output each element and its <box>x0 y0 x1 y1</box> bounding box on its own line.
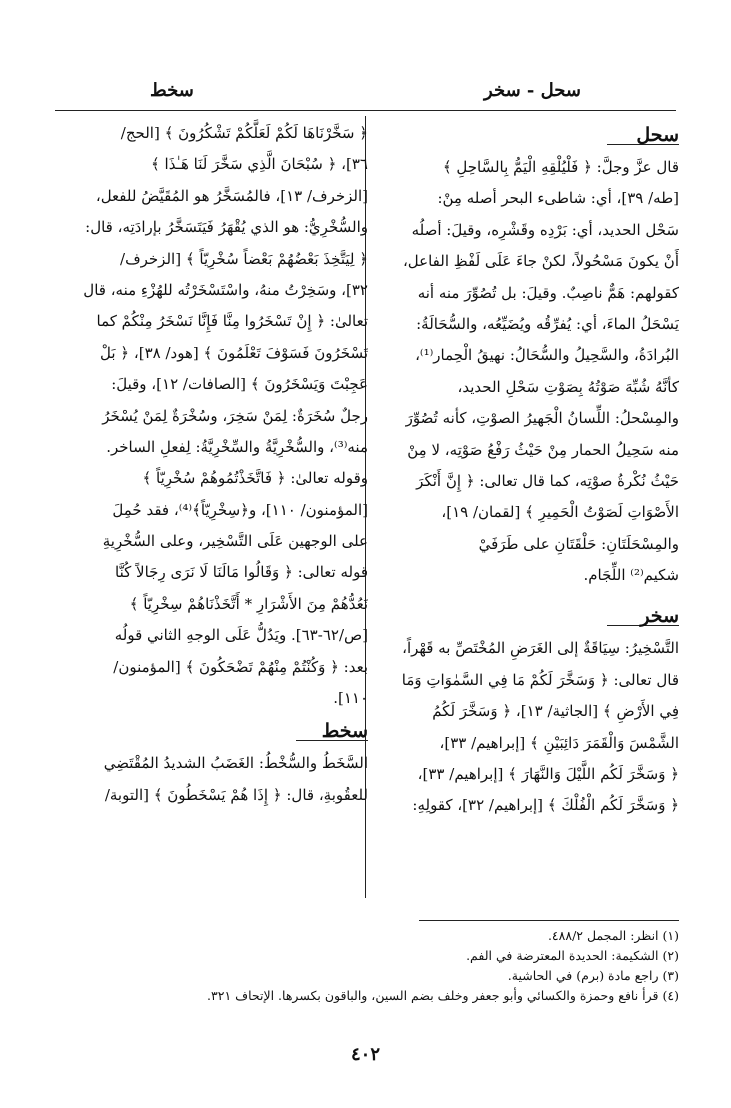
text-line: منه سَحِيلُ الحمار مِنْ حَيْثُ رَفْعُ صَوْتِه، لا مِنْ <box>407 440 679 459</box>
text-line: سَحْل الحديد، أي: بَرْدِه وقَشْرِه، وقيلَ: أصلُه <box>411 220 679 239</box>
page-number: ٤٠٢ <box>350 1044 380 1065</box>
text-line: الأَصْوَاتِ لَصَوْتُ الْحَمِيرِ ﴾ [لقمان/ ١٩]، <box>441 503 679 522</box>
entry-body-sakhar <box>363 633 679 821</box>
text-line: منه⁽³⁾، والسُّخْرِيَّةُ والسِّخْرِيَّةُ: لِفعلِ الساخر. <box>106 437 368 456</box>
footnote-4: (٤) قرأ نافع وحمزة والكسائي وأبو جعفر وخلف بضم السين، والباقون بكسرها. الإتحاف ٣٢١. <box>207 988 679 1003</box>
header-rule <box>55 110 676 111</box>
entry-body-sahl <box>363 152 679 591</box>
text-line: الشَّمْسَ وَالْقَمَرَ دَائِبَيْنِ ﴾ [إبراهيم/ ٣٣]، <box>439 733 679 752</box>
text-line: تَسْخَرُونَ فَسَوْفَ تَعْلَمُونَ ﴾ [هود/ ٣٨]، ﴿ بَلْ <box>100 343 368 362</box>
footnote-2: (٢) الشكيمة: الحديدة المعترضة في الفم. <box>466 948 679 963</box>
text-line: والمِسْحلُ: اللِّسانُ الْجَهيرُ الصوْتِ، كأنه تُصُوِّرَ <box>405 409 679 428</box>
text-line: التَّسْخِيرُ: سِيَاقَةٌ إلى الغَرَضِ المُخْتَصِّ به قَهْراً، <box>402 639 679 658</box>
footnote-1: (١) انظر: المجمل ٤٨٨/٢. <box>547 928 679 943</box>
entry-title-sahl: سحل <box>363 118 679 152</box>
entry-body-sakhar-continued <box>52 118 368 714</box>
text-line: يَسْحَلُ الماءَ، أي: يُفرِّقُه ويُضَيِّعُه، والسُّحَالَةُ: <box>416 314 679 333</box>
text-line: وقوله تعالىٰ: ﴿ فَاتَّخَذْتُمُوهُمْ سُخْرِيّاً ﴾ <box>142 469 368 488</box>
entry-body-sakhat <box>52 748 368 811</box>
text-line: [ص/٦٢-٦٣]. ويَدُلُّ عَلَى الوجهِ الثاني قولُه <box>114 626 368 645</box>
left-column <box>52 118 368 811</box>
footnotes <box>49 926 679 1006</box>
text-line: السَّخَطُ والسُّخْطُ: الغَضَبُ الشديدُ المُقْتَضِي <box>103 754 368 773</box>
text-line: على الوجهين عَلَى التَّسْخِير، وعلى السُّخْرِيةِ <box>102 532 368 551</box>
entry-title-sakhar: سخر <box>363 599 679 633</box>
text-line: والسُّخْرِيُّ: هو الذي يُقْهَرُ فَيَتَسَخَّرُ بإرادَتِه، قال: <box>85 218 368 237</box>
text-line: بعد: ﴿ وَكُنْتُمْ مِنْهُمْ تَضْحَكُونَ ﴾ [المؤمنون/ <box>113 657 368 676</box>
text-line: رجلٌ سُخَرَةٌ: لِمَنْ سَخِرَ، وسُخْرَةٌ لِمَنْ يُسْخَرُ <box>102 406 368 425</box>
text-line: والمِسْحَلَتَانِ: حَلْقَتَانِ على طَرَفَيْ <box>478 534 679 553</box>
right-column <box>363 118 679 822</box>
text-line: ﴿ وَسَخَّرَ لَكُم اللَّيْلَ وَالنَّهَارَ ﴾ [إبراهيم/ ٣٣]، <box>417 765 679 784</box>
text-line: للعقُوبةِ، قال: ﴿ إِذَا هُمْ يَسْخَطُونَ ﴾ [التوبة/ <box>104 785 368 804</box>
text-line: قال عزَّ وجلَّ: ﴿ فَلْيُلْقِهِ الْيَمُّ بِالسَّاحِلِ ﴾ <box>442 158 679 176</box>
text-line: [الزخرف/ ١٣]، فالمُسَخَّرُ هو المُقَيَّضُ للفعل، <box>95 186 368 205</box>
text-line: عَجِبْتَ وَيَسْخَرُونَ ﴾ [الصافات/ ١٢]، وقيلَ: <box>111 375 368 394</box>
text-line: ﴿ لِيَتَّخِذَ بَعْضُهُمْ بَعْضاً سُخْرِيّاً ﴾ [الزخرف/ <box>120 249 368 268</box>
text-line: أَنْ يكونَ مَسْحُولاً، لكنْ جاءَ عَلَى لَفْظِ الفاعل، <box>402 252 679 271</box>
text-line: البُرادَةُ، والسَّحِيلُ والسُّحَالُ: نهيقُ الْحِمار⁽¹⁾، <box>415 346 679 365</box>
text-line: قال تعالى: ﴿ وَسَخَّرَ لَكُمْ مَا فِي السَّمٰوَاتِ وَمَا <box>401 670 679 689</box>
running-header-left: سخط <box>150 80 194 101</box>
text-line: شكيم⁽²⁾ اللِّجَام. <box>583 566 679 585</box>
text-line: حَيْثُ نُكْرةُ صوْتِه، كما قال تعالى: ﴿ إِنَّ أَنْكَرَ <box>416 471 679 490</box>
text-line: ﴿ سَخَّرْنَاهَا لَكُمْ لَعَلَّكُمْ تَشْكُرُونَ ﴾ [الحج/ <box>120 124 368 142</box>
text-line: [المؤمنون/ ١١٠]، و﴿سِخْرِيّاً﴾⁽⁴⁾، فقد حُمِلَ <box>112 500 368 519</box>
text-line: كقولهم: هَمٌّ ناصِبٌ. وقيلَ: بل تُصُوِّرَ منه أنه <box>417 283 679 302</box>
text-line: ٣٦]، ﴿ سُبْحَانَ الَّذِي سَخَّرَ لَنَا هَـٰذَا ﴾ <box>150 155 368 174</box>
text-line: فِي الأَرْضِ ﴾ [الجاثية/ ١٣]، ﴿ وَسَخَّرَ لَكُمُ <box>432 702 679 721</box>
text-line: ٣٢]، وسَخِرْتُ منهُ، واسْتَسْخَرْتُه للهُزْءِ منه، قال <box>83 280 368 299</box>
text-line: قوله تعالى: ﴿ وَقَالُوا مَالَنَا لَا نَرَى رِجَالاً كُنَّا <box>115 563 368 582</box>
text-line: [طه/ ٣٩]، أي: شاطىء البحر أصله مِنْ: <box>437 189 679 208</box>
footnote-3: (٣) راجع مادة (برم) في الحاشية. <box>507 968 679 983</box>
text-line: ﴿ وَسَخَّرَ لَكُم الْفُلْكَ ﴾ [إبراهيم/ ٣٢]، كقولِهِ: <box>412 796 679 815</box>
text-line: تعالىٰ: ﴿ إِنْ تَسْخَرُوا مِنَّا فَإِنَّا نَسْخَرُ مِنْكُمْ كما <box>96 312 368 331</box>
entry-title-sakhat: سخط <box>52 714 368 748</box>
text-line: نَعُدُّهُمْ مِنَ الأَشْرَارِ * أَتَّخَذْنَاهُمْ سِخْرِيّاً ﴾ <box>129 594 368 613</box>
footnote-rule <box>419 920 679 921</box>
text-line: كأنَّهُ شُبِّهَ صَوْتُهُ بِصَوْتِ سَحْلِ الحديد، <box>457 377 679 396</box>
text-line: ١١٠]. <box>333 689 368 708</box>
running-header-right: سحل - سخر <box>484 80 581 101</box>
